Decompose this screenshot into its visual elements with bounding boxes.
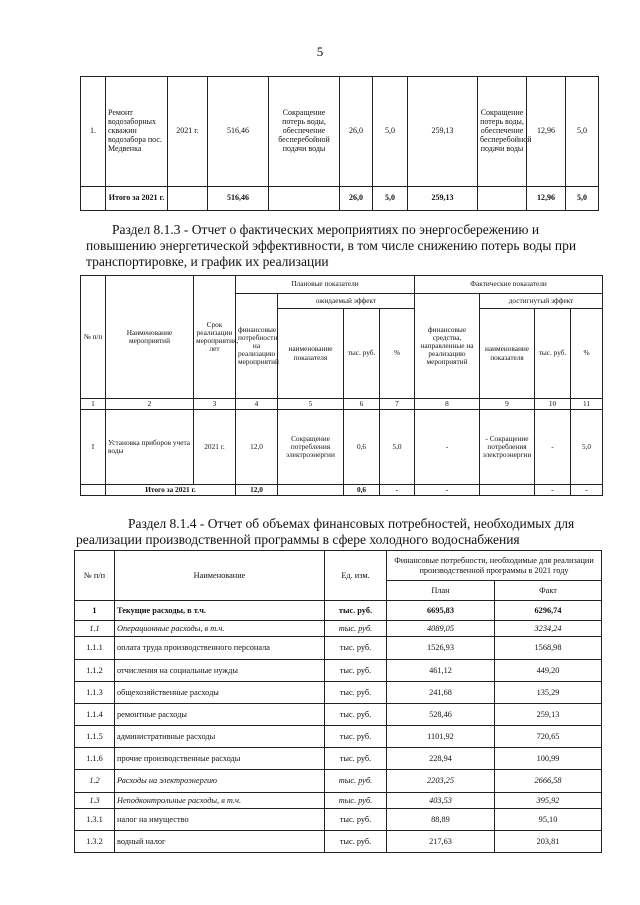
- table-row: [75, 726, 602, 748]
- header-cell: тыс. руб.: [535, 309, 571, 399]
- cell: административные расходы: [115, 726, 325, 748]
- repair-measures-table: [80, 76, 599, 211]
- table-row: [75, 601, 602, 621]
- cell: тыс. руб.: [325, 621, 387, 637]
- cell: тыс. руб.: [325, 682, 387, 704]
- header-cell: наименование показателя: [480, 309, 535, 399]
- cell: тыс. руб.: [325, 831, 387, 853]
- cell: [269, 187, 340, 211]
- table-row: [75, 621, 602, 637]
- cell: 516,46: [208, 187, 269, 211]
- cell: 26,0: [340, 187, 373, 211]
- cell: 6695,83: [387, 601, 495, 621]
- cell: 3234,24: [495, 621, 602, 637]
- cell: -: [535, 485, 571, 496]
- cell: тыс. руб.: [325, 601, 387, 621]
- cell: тыс. руб.: [325, 748, 387, 770]
- table-row: [75, 770, 602, 793]
- header-cell: Финансовые потребности, необходимые для реализации производственной программы в 2021 году: [387, 551, 602, 581]
- header-cell: %: [571, 309, 603, 399]
- cell: -: [380, 485, 415, 496]
- cell: общехозяйственные расходы: [115, 682, 325, 704]
- cell: 1.1.2: [75, 660, 115, 682]
- cell: 0,6: [344, 410, 380, 485]
- cell: 12,0: [236, 485, 278, 496]
- header-cell: Наименование: [115, 551, 325, 601]
- table-row: [75, 831, 602, 853]
- cell: [81, 485, 106, 496]
- cell: 2021 г.: [168, 77, 208, 187]
- cell: 1568,98: [495, 637, 602, 660]
- header-cell: Фактические показатели: [415, 276, 603, 294]
- cell: 6296,74: [495, 601, 602, 621]
- cell: тыс. руб.: [325, 793, 387, 809]
- cell: Расходы на электроэнергию: [115, 770, 325, 793]
- cell: 259,13: [408, 77, 478, 187]
- header-cell: Наименование мероприятий: [106, 276, 194, 399]
- cell: 4089,05: [387, 621, 495, 637]
- header-cell: наименование показателя: [278, 309, 344, 399]
- cell: 5,0: [373, 187, 408, 211]
- cell: 1101,92: [387, 726, 495, 748]
- cell: Операционные расходы, в т.ч.: [115, 621, 325, 637]
- cell: Итого за 2021 г.: [106, 485, 236, 496]
- cell: 88,89: [387, 809, 495, 831]
- cell: 5,0: [373, 77, 408, 187]
- table-header-row: [75, 551, 602, 581]
- cell: тыс. руб.: [325, 726, 387, 748]
- cell: 5: [278, 399, 344, 410]
- table-total-row: [81, 187, 599, 211]
- header-cell: № п/п: [75, 551, 115, 601]
- cell: 12,0: [236, 410, 278, 485]
- cell: Итого за 2021 г.: [106, 187, 168, 211]
- cell: 12,96: [527, 187, 566, 211]
- cell: 5,0: [566, 77, 599, 187]
- cell: оплата труда производственного персонала: [115, 637, 325, 660]
- cell: тыс. руб.: [325, 809, 387, 831]
- header-cell: Ед. изм.: [325, 551, 387, 601]
- cell: -: [415, 485, 480, 496]
- cell: Установка приборов учета воды: [106, 410, 194, 485]
- cell: ремонтные расходы: [115, 704, 325, 726]
- cell: тыс. руб.: [325, 770, 387, 793]
- header-cell: Факт: [495, 581, 602, 601]
- cell: 259,13: [495, 704, 602, 726]
- cell: 135,29: [495, 682, 602, 704]
- cell: 395,92: [495, 793, 602, 809]
- cell: 11: [571, 399, 603, 410]
- table-row: [75, 793, 602, 809]
- cell: 3: [194, 399, 236, 410]
- cell: Ремонт водозаборных скважин водозабора пос. Медвенка: [106, 77, 168, 187]
- cell: 1.: [81, 77, 106, 187]
- cell: 5,0: [566, 187, 599, 211]
- table-row: [75, 682, 602, 704]
- cell: 12,96: [527, 77, 566, 187]
- header-cell: Срок реализации мероприятия, лет: [194, 276, 236, 399]
- cell: 528,46: [387, 704, 495, 726]
- cell: 1.1.6: [75, 748, 115, 770]
- cell: 1.1.4: [75, 704, 115, 726]
- cell: 449,20: [495, 660, 602, 682]
- cell: 95,10: [495, 809, 602, 831]
- section-8-1-4-heading: Раздел 8.1.4 - Отчет об объемах финансовых потребностей, необходимых для реализации производственной программы в сфере холодного водоснабжения: [76, 516, 575, 547]
- header-cell: финансовые потребности на реализацию мероприятий: [236, 294, 278, 399]
- column-number-row: [81, 399, 603, 410]
- cell: - Сокращение потребления электроэнергии: [480, 410, 535, 485]
- cell: 26,0: [340, 77, 373, 187]
- cell: Сокращение потерь воды, обеспечение бесперебойной подачи воды: [269, 77, 340, 187]
- cell: 4: [236, 399, 278, 410]
- cell: [478, 187, 527, 211]
- cell: 1526,93: [387, 637, 495, 660]
- cell: [480, 485, 535, 496]
- cell: 2: [106, 399, 194, 410]
- cell: 259,13: [408, 187, 478, 211]
- cell: 203,81: [495, 831, 602, 853]
- table-row: [75, 660, 602, 682]
- header-cell: %: [380, 309, 415, 399]
- table-row: [75, 704, 602, 726]
- cell: 2666,58: [495, 770, 602, 793]
- section-8-1-3-heading: Раздел 8.1.3 - Отчет о фактических мероприятиях по энергосбережению и повышению энергетической эффективности, в том числе снижению потерь воды при транспортировке, и график их реализации: [86, 222, 577, 269]
- cell: 217,63: [387, 831, 495, 853]
- cell: 7: [380, 399, 415, 410]
- cell: -: [535, 410, 571, 485]
- cell: 1.1.1: [75, 637, 115, 660]
- cell: [81, 187, 106, 211]
- cell: 1.1: [75, 621, 115, 637]
- cell: 516,46: [208, 77, 269, 187]
- cell: 403,53: [387, 793, 495, 809]
- cell: водный налог: [115, 831, 325, 853]
- table-row: [81, 77, 599, 187]
- header-cell: Плановые показатели: [236, 276, 415, 294]
- cell: 2203,25: [387, 770, 495, 793]
- cell: 1.3: [75, 793, 115, 809]
- cell: налог на имущество: [115, 809, 325, 831]
- cell: тыс. руб.: [325, 637, 387, 660]
- cell: 0,6: [344, 485, 380, 496]
- cell: Текущие расходы, в т.ч.: [115, 601, 325, 621]
- table-header-row: [81, 276, 603, 294]
- header-cell: План: [387, 581, 495, 601]
- table-total-row: [81, 485, 603, 496]
- cell: 1.3.2: [75, 831, 115, 853]
- cell: Неподконтрольные расходы, в т.ч.: [115, 793, 325, 809]
- cell: 6: [344, 399, 380, 410]
- cell: отчисления на социальные нужды: [115, 660, 325, 682]
- cell: 5,0: [571, 410, 603, 485]
- energy-saving-measures-table: [80, 275, 603, 496]
- cell: Сокращение потерь воды, обеспечение бесперебойной подачи воды: [478, 77, 527, 187]
- cell: 1.1.3: [75, 682, 115, 704]
- cell: -: [571, 485, 603, 496]
- header-cell: № п/п: [81, 276, 106, 399]
- cell: I: [81, 410, 106, 485]
- page-number: 5: [316, 44, 324, 59]
- cell: прочие производственные расходы: [115, 748, 325, 770]
- cell: 1.1.5: [75, 726, 115, 748]
- financial-needs-table: [74, 550, 602, 853]
- table-row: [75, 748, 602, 770]
- cell: 720,65: [495, 726, 602, 748]
- header-cell: ожидаемый эффект: [278, 294, 415, 309]
- cell: 2021 г.: [194, 410, 236, 485]
- cell: 461,12: [387, 660, 495, 682]
- header-cell: финансовые средства, направленные на реализацию мероприятий: [415, 294, 480, 399]
- cell: Сокращение потребления электроэнергии: [278, 410, 344, 485]
- cell: тыс. руб.: [325, 660, 387, 682]
- cell: 1: [75, 601, 115, 621]
- cell: 1.3.1: [75, 809, 115, 831]
- header-cell: тыс. руб.: [344, 309, 380, 399]
- cell: 100,99: [495, 748, 602, 770]
- cell: 5,0: [380, 410, 415, 485]
- cell: 1.2: [75, 770, 115, 793]
- cell: 228,94: [387, 748, 495, 770]
- header-cell: достигнутый эффект: [480, 294, 603, 309]
- table-row: [81, 410, 603, 485]
- cell: 8: [415, 399, 480, 410]
- cell: тыс. руб.: [325, 704, 387, 726]
- cell: 9: [480, 399, 535, 410]
- table-row: [75, 809, 602, 831]
- table-row: [75, 637, 602, 660]
- cell: [168, 187, 208, 211]
- cell: 241,68: [387, 682, 495, 704]
- cell: 1: [81, 399, 106, 410]
- cell: 10: [535, 399, 571, 410]
- cell: -: [415, 410, 480, 485]
- cell: [278, 485, 344, 496]
